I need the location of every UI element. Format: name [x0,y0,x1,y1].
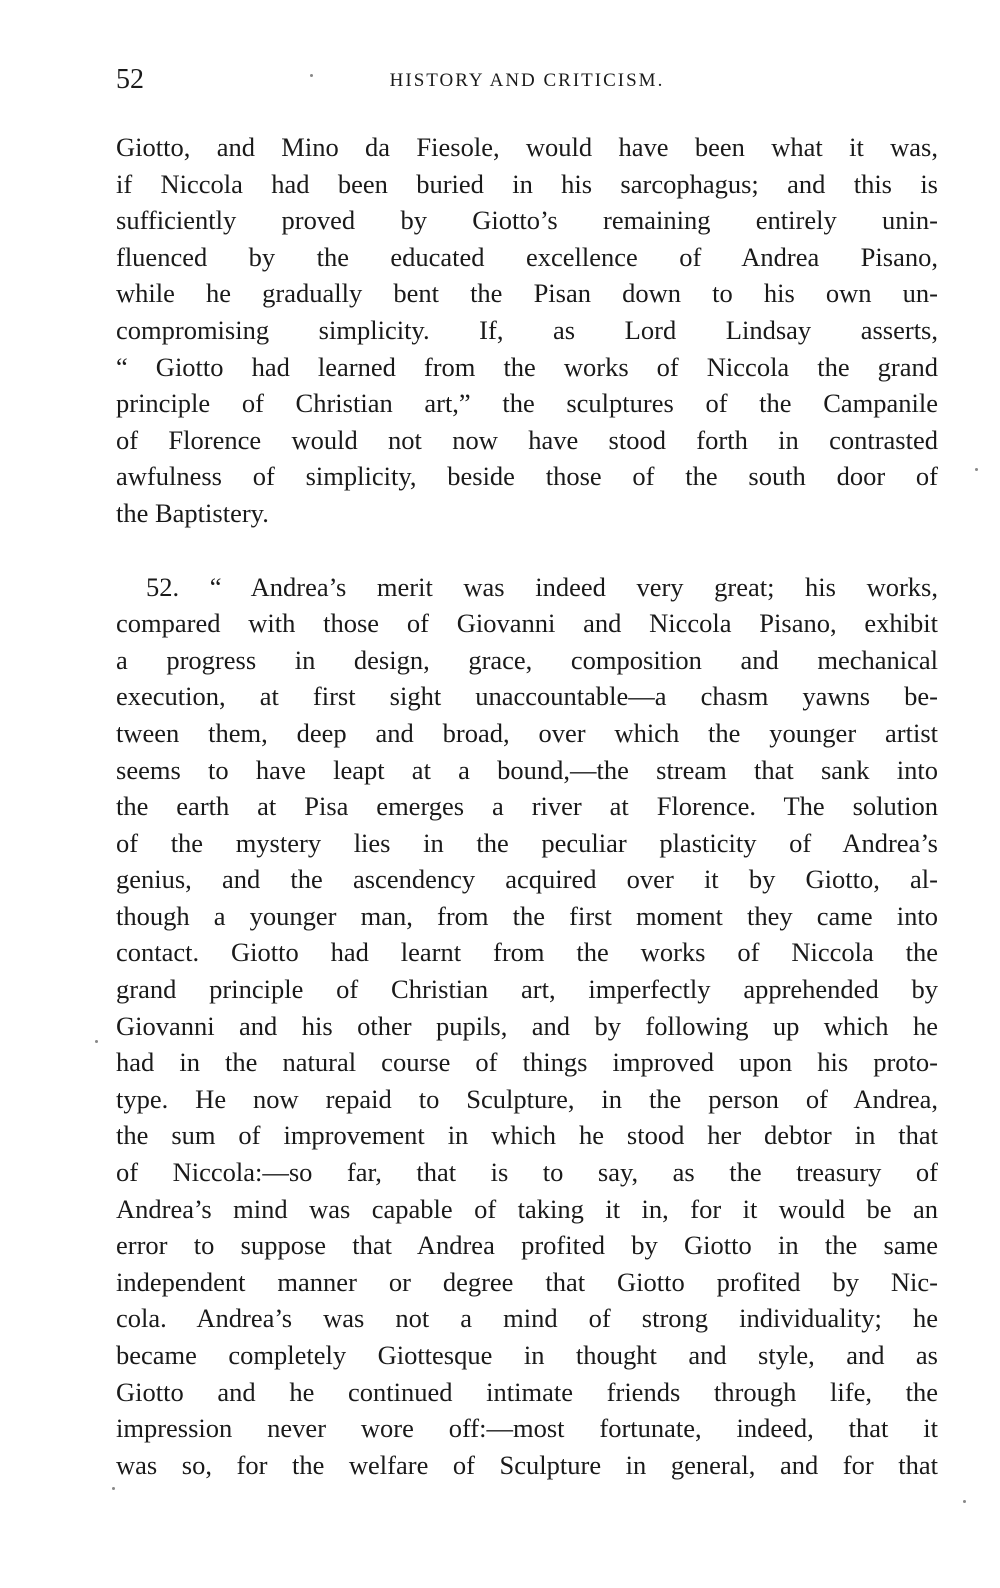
text-line: had in the natural course of things improved upon his proto- [116,1047,938,1078]
text-line: the Baptistery. [116,497,269,528]
print-speck [975,468,978,471]
text-line: awfulness of simplicity, beside those of the south door of [116,461,938,492]
print-speck [95,1040,98,1043]
print-speck [963,1500,966,1503]
text-line: was so, for the welfare of Sculpture in general, and for that [116,1449,938,1480]
text-line: genius, and the ascendency acquired over it by Giotto, al- [116,864,938,895]
text-line: Giotto and he continued intimate friends through life, the [116,1376,938,1407]
text-line: 52. “ Andrea’s merit was indeed very great; his works, [146,571,938,602]
text-line: tween them, deep and broad, over which the younger artist [116,717,938,748]
text-line: Giotto, and Mino da Fiesole, would have been what it was, [116,132,938,162]
text-line: cola. Andrea’s was not a mind of strong individuality; he [116,1303,938,1334]
print-speck [112,1487,115,1490]
text-line: type. He now repaid to Sculpture, in the person of Andrea, [116,1083,938,1114]
paragraph-52 [116,569,938,1484]
text-line: “ Giotto had learned from the works of Niccola the grand [116,351,938,382]
text-line: seems to have leapt at a bound,—the stream that sank into [116,754,938,785]
text-line: grand principle of Christian art, imperfectly apprehended by [116,974,938,1005]
paragraph-continuation [116,129,938,532]
text-line: of the mystery lies in the peculiar plasticity of Andrea’s [116,827,938,858]
text-line: of Niccola:—so far, that is to say, as the treasury of [116,1157,938,1188]
text-line: execution, at first sight unaccountable—a chasm yawns be- [116,681,938,712]
text-line: while he gradually bent the Pisan down to his own un- [116,278,938,309]
running-head [116,60,938,100]
print-speck [310,74,313,77]
text-line: though a younger man, from the first moment they came into [116,900,938,931]
text-line: error to suppose that Andrea profited by Giotto in the same [116,1230,938,1261]
running-title: HISTORY AND CRITICISM. [389,70,665,91]
text-line: sufficiently proved by Giotto’s remaining entirely unin- [116,205,938,236]
text-line: a progress in design, grace, composition and mechanical [116,644,938,675]
text-line: the earth at Pisa emerges a river at Florence. The solution [116,791,938,822]
text-line: Giovanni and his other pupils, and by following up which he [116,1010,938,1041]
text-line: became completely Giottesque in thought and style, and as [116,1340,938,1370]
text-line: fluenced by the educated excellence of Andrea Pisano, [116,241,938,272]
text-line: Andrea’s mind was capable of taking it in, for it would be an [116,1193,938,1224]
text-line: compared with those of Giovanni and Niccola Pisano, exhibit [116,608,938,639]
text-line: compromising simplicity. If, as Lord Lindsay asserts, [116,314,938,345]
body-text [116,129,938,1483]
paragraph-gap [116,532,938,569]
text-line: principle of Christian art,” the sculptures of the Campanile [116,388,938,419]
text-line: if Niccola had been buried in his sarcophagus; and this is [116,168,938,199]
text-line: independent manner or degree that Giotto profited by Nic- [116,1266,938,1297]
page-number: 52 [116,64,144,95]
text-line: impression never wore off:—most fortunate, indeed, that it [116,1413,938,1444]
text-line: contact. Giotto had learnt from the works of Niccola the [116,937,938,968]
text-line: the sum of improvement in which he stood her debtor in that [116,1120,938,1151]
text-line: of Florence would not now have stood forth in contrasted [116,424,938,455]
